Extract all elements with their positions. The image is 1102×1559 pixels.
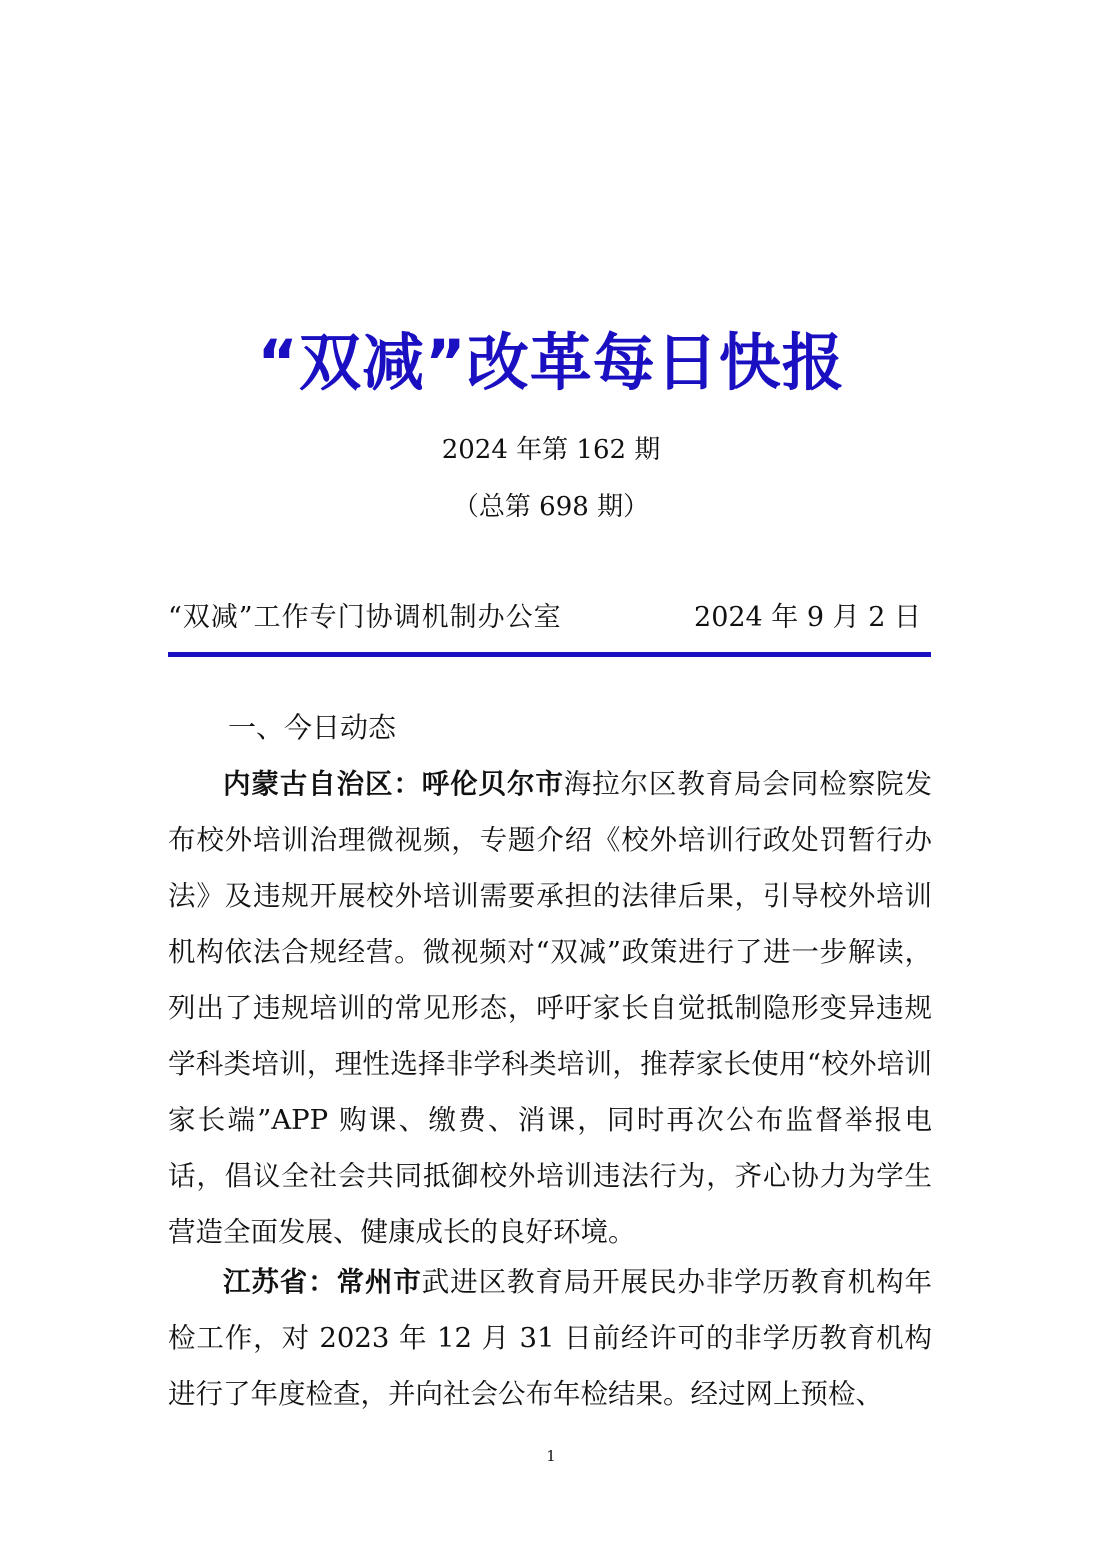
paragraph-body: 武进区教育局开展民办非学历教育机构年检工作，对 2023 年 12 月 31 日前经许可的非学历教育机构进行了年度检查，并向社会公布年检结果。经过网上预检、 <box>168 1266 933 1410</box>
issue-number: 2024 年第 162 期 <box>441 435 661 465</box>
paragraph-lead: 内蒙古自治区：呼伦贝尔市 <box>223 768 564 800</box>
total-issue-number: （总第 698 期） <box>452 492 650 522</box>
paragraph-body: 海拉尔区教育局会同检察院发布校外培训治理微视频，专题介绍《校外培训行政处罚暂行办法》及违规开展校外培训需要承担的法律后果，引导校外培训机构依法合规经营。微视频对“双减”政策进行了进一步解读，列出了违规培训的常见形态，呼吁家长自觉抵制隐形变异违规学科类培训，理性选择非学科类培训，推荐家长使用“校外培训家长端”APP 购课、缴费、消课，同时再次公布监督举报电话，倡议全社会共同抵御校外培训违法行为，齐心协力为学生营造全面发展、健康成长的良好环境。 <box>168 768 932 1248</box>
publication-info <box>168 598 931 638</box>
report-title: “双减”改革每日快报 <box>257 326 845 399</box>
paragraph-lead: 江苏省：常州市 <box>223 1266 422 1298</box>
section-heading: 一、今日动态 <box>228 711 397 744</box>
page-number: 1 <box>546 1447 556 1465</box>
news-paragraph <box>168 756 932 1260</box>
publication-date: 2024 年 9 月 2 日 <box>694 602 921 633</box>
issuing-office: “双减”工作专门协调机制办公室 <box>168 602 562 633</box>
header-divider <box>168 652 931 657</box>
news-paragraph <box>168 1254 932 1422</box>
